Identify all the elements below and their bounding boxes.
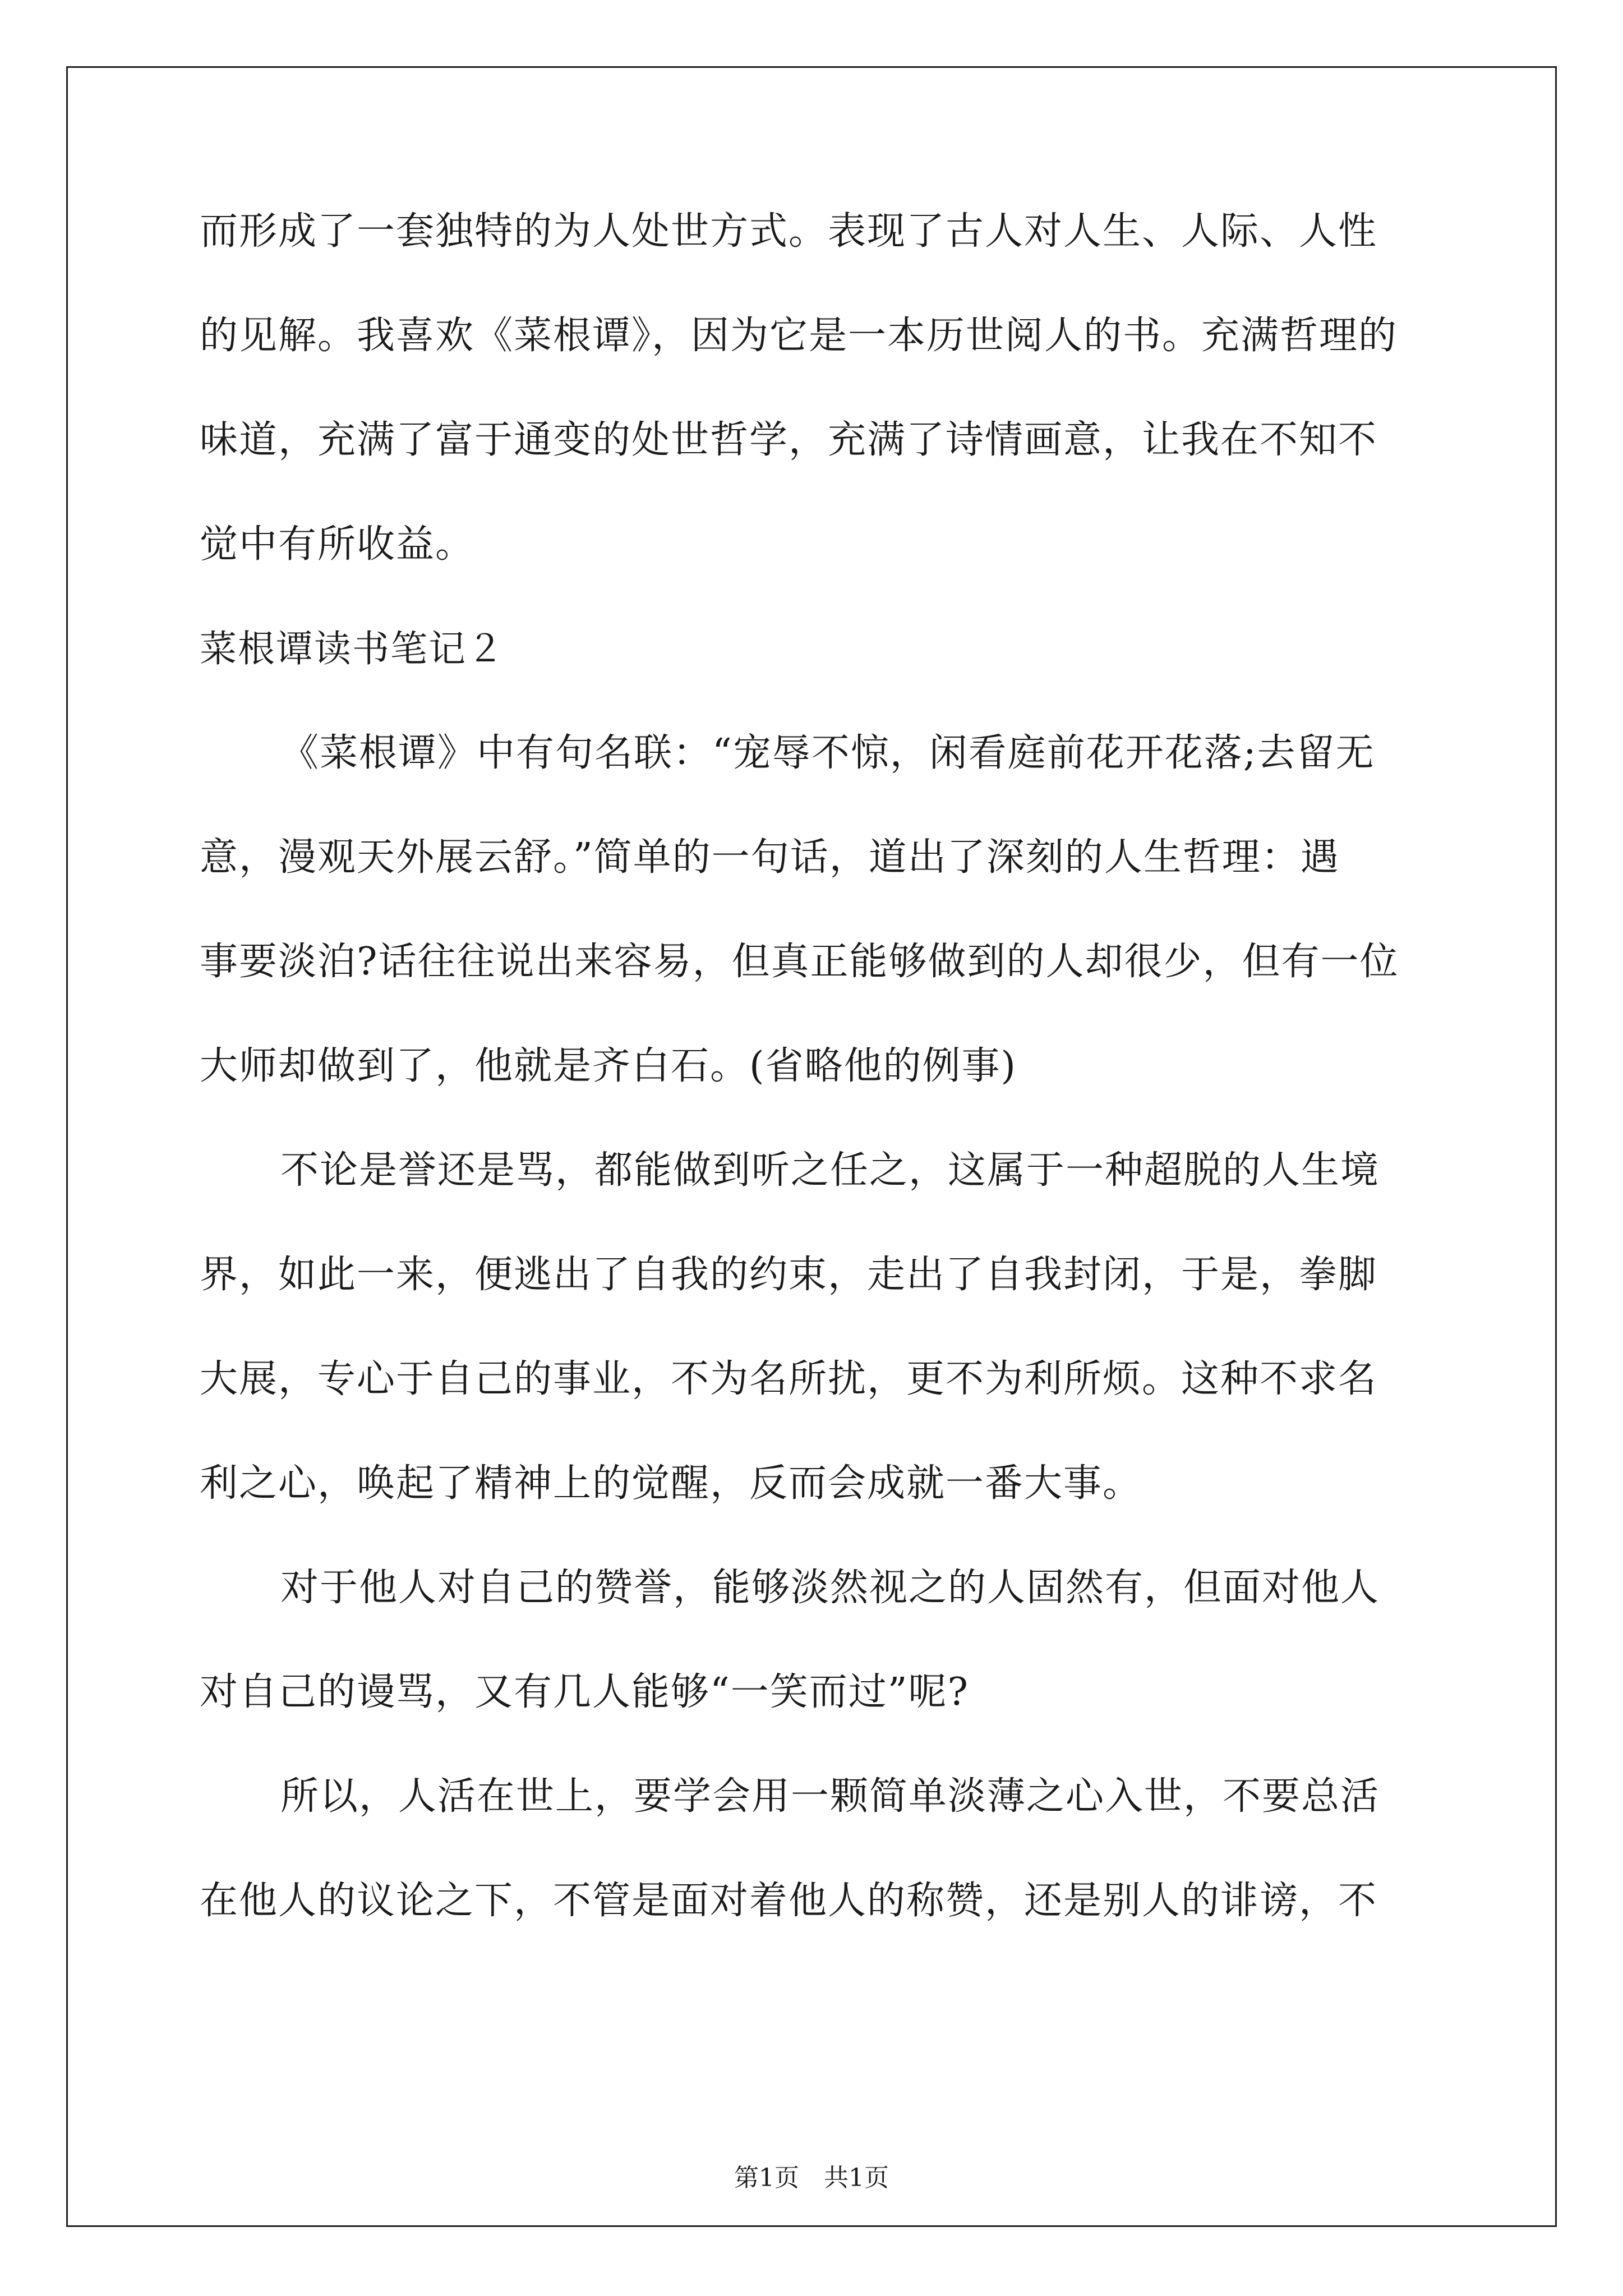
- page-footer: 第1页 共1页: [734, 2164, 889, 2192]
- text-line-1: 而形成了一套独特的为人处世方式。表现了古人对人生、人际、人性: [200, 209, 1378, 254]
- text-line-6: 《菜根谭》中有句名联：“宠辱不惊，闲看庭前花开花落;去留无: [280, 731, 1375, 775]
- text-line-15: 对自己的谩骂，又有几人能够“一笑而过”呢?: [200, 1670, 969, 1714]
- text-line-12: 大展，专心于自己的事业，不为名所扰，更不为利所烦。这种不求名: [200, 1357, 1378, 1401]
- section-heading: 菜根谭读书笔记２: [200, 627, 505, 670]
- text-line-17: 在他人的议论之下，不管是面对着他人的称赞，还是别人的诽谤，不: [200, 1879, 1378, 1923]
- text-line-9: 大师却做到了，他就是齐白石。(省略他的例事): [200, 1044, 1017, 1088]
- text-line-10: 不论是誉还是骂，都能做到听之任之，这属于一种超脱的人生境: [280, 1148, 1380, 1193]
- text-line-8: 事要淡泊?话往往说出来容易，但真正能够做到的人却很少，但有一位: [200, 940, 1399, 984]
- document-body: [200, 208, 1428, 1981]
- text-line-2: 的见解。我喜欢《菜根谭》，因为它是一本历世阅人的书。充满哲理的: [200, 314, 1398, 358]
- text-line-7: 意，漫观天外展云舒。”简单的一句话，道出了深刻的人生哲理：遇: [200, 835, 1340, 880]
- text-line-14: 对于他人对自己的赞誉，能够淡然视之的人固然有，但面对他人: [280, 1566, 1380, 1610]
- text-line-4: 觉中有所收益。: [200, 522, 475, 567]
- text-line-16: 所以，人活在世上，要学会用一颗简单淡薄之心入世，不要总活: [280, 1774, 1380, 1819]
- text-line-11: 界，如此一来，便逃出了自我的约束，走出了自我封闭，于是，拳脚: [200, 1253, 1378, 1297]
- text-line-13: 利之心，唤起了精神上的觉醒，反而会成就一番大事。: [200, 1461, 1142, 1506]
- text-line-3: 味道，充满了富于通变的处世哲学，充满了诗情画意，让我在不知不: [200, 418, 1378, 462]
